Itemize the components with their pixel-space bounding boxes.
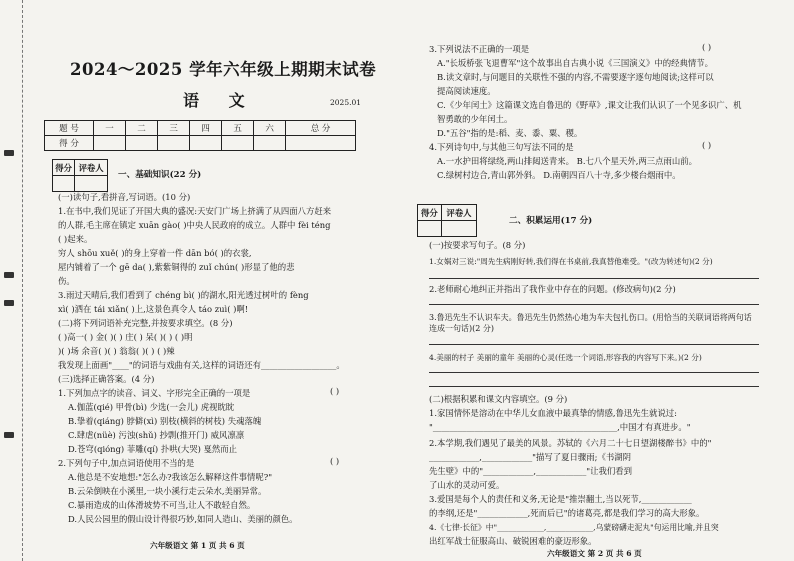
question-line: 2.老师耐心地纠正并指出了我作业中存在的问题。(修改病句)(2 分) (429, 284, 676, 294)
fill-line: 3.爱国是每个人的责任和义务,无论是"推崇翻土,当以死节,____________ (429, 494, 692, 504)
binding-strip (0, 0, 23, 561)
score-header-cell: 题 号 (45, 121, 94, 136)
answer-line[interactable] (429, 304, 759, 305)
fill-line: 4.《七律·长征》中"____________,____________,乌蒙磅礴走泥丸"句运用比喻,并且突 (429, 523, 719, 532)
question-line: 3.鲁迅先生不认识车夫。鲁迅先生仍然热心地为车夫包扎伤口。(用恰当的关联词语将两句话连成一句话)(2 分) (429, 313, 752, 333)
text-line: (一)按要求写句子。(8 分) (429, 240, 526, 250)
answer-line[interactable] (429, 372, 759, 373)
option-line: A.一水护田将绿绕,两山排闼送青来。 B.七八个星天外,两三点雨山前。 (437, 156, 698, 166)
option-line: B.读文章时,与问题目的关联性不强的内容,不需要逐字逐句地阅读;这样可以 (437, 72, 714, 82)
fill-line: 的李纲,还是"____________,死而后已"的诸葛亮,都是我们学习的高大形象。 (429, 508, 705, 518)
grader-score-label: 得分 (418, 205, 442, 221)
grader-score-label: 得分 (53, 160, 75, 176)
text-line: 的人群,毛主席在镇定 xuān gào( )中央人民政府的成立。人群中 fèi téng (58, 220, 331, 230)
text-line: ( )起来。 (58, 234, 93, 244)
fill-line: 1.家国情怀是溶动在中华儿女血液中最真挚的情感,鲁迅先生就说过: (429, 408, 677, 418)
text-line: 1.下列加点字的读音、词义、字形完全正确的一项是 (58, 388, 251, 398)
fill-line: ____________,____________"描写了夏日骤雨;《书湖阴 (429, 452, 631, 462)
text-line: (二)将下列词语补充完整,并按要求填空。(8 分) (58, 318, 233, 328)
option-line: 智勇敢的少年闰土。 (437, 114, 513, 124)
text-line: 屋内铺着了一个 gē da( ),紫紫铜得的 zuǐ chún( )形显了他的悲 (58, 262, 295, 272)
fill-line: "____________________________________________,中国才有真进步。" (429, 422, 691, 432)
grader-name-label: 评卷人 (441, 205, 476, 221)
option-line: B.挚着(qiáng) 脖僻(xì) 别枝(横斜的树枝) 失魂落魄 (68, 416, 262, 426)
page-footer: 六年级语文 第 1 页 共 6 页 (150, 541, 245, 550)
score-table-header-row (45, 121, 356, 136)
option-line: 提高阅读速度。 (437, 86, 496, 96)
option-line: D.人民公园里的假山设计得很巧妙,如同人造山、美丽的颜色。 (68, 514, 298, 524)
exam-date: 2025.01 (330, 98, 362, 107)
right-page (397, 0, 794, 561)
text-line: 1.在书中,我们见证了开国大典的盛况:天安门广场上挤满了从四面八方赶来 (58, 206, 332, 216)
option-line: C.绿树村边合,青山郭外斜。 D.南朝四百八十寺,多少楼台烟雨中。 (437, 170, 681, 180)
page-footer: 六年级语文 第 2 页 共 6 页 (547, 549, 642, 558)
fill-line: 出红军战士征服高山、破锐困难的豪迈形象。 (429, 536, 597, 546)
text-line: ( )高一( ) 金( )( ) 庄( ) 呆( )( ) ( )明 (58, 332, 193, 342)
answer-paren[interactable]: ( ) (702, 140, 712, 150)
answer-paren[interactable]: ( ) (330, 456, 340, 466)
option-line: C.肆虐(nüè) 污浊(shǔ) 抄剽(推开门) 威风凛凛 (68, 430, 245, 440)
score-header-cell: 六 (254, 121, 286, 136)
text-line: )( )场 余音( )( ) 翁翁( )( ) ( )辣 (58, 346, 175, 356)
answer-line[interactable] (429, 278, 759, 279)
answer-paren[interactable]: ( ) (702, 42, 712, 52)
binding-mark (4, 272, 14, 278)
binding-mark (4, 432, 14, 438)
grader-name-label: 评卷人 (75, 160, 108, 176)
score-row-label: 得 分 (45, 136, 94, 151)
text-line: (二)根据积累和课文内容填空。(9 分) (429, 394, 568, 404)
text-line: xì( )洒在 tái xiǎn( )上,这景色真令人 táo zuì( )啊! (58, 304, 249, 314)
text-line: (三)选择正确答案。(4 分) (58, 374, 155, 384)
score-header-cell: 二 (126, 121, 158, 136)
score-header-cell: 五 (222, 121, 254, 136)
option-line: A.伽蓝(qié) 甲骨(bì) 少选(一会儿) 虎视眈眈 (68, 402, 235, 412)
fill-line: 2.本学期,我们遇见了最美的风景。苏轼的《六月二十七日望湖楼醉书》中的" (429, 438, 712, 448)
option-line: A."长坂桥张飞退曹军"这个故事出自古典小说《三国演义》中的经典情节。 (437, 58, 714, 68)
text-line: 3.雨过天晴后,我们看到了 chéng bì( )的湖水,阳光透过树叶的 fèng (58, 290, 309, 300)
answer-line[interactable] (429, 344, 759, 345)
text-line: (一)读句子,看拼音,写词语。(10 分) (58, 192, 191, 202)
score-table (44, 120, 356, 151)
score-table-value-row (45, 136, 356, 151)
score-header-cell: 一 (94, 121, 126, 136)
grader-box (417, 204, 477, 237)
option-line: A.他总是不安地想:"怎么办?我该怎么解释这件事情呢?" (68, 472, 273, 482)
text-line: 穷人 shōu xuě( )的身上穿着一件 dān bó( )的衣裳, (58, 248, 252, 258)
score-header-cell: 总 分 (286, 121, 356, 136)
score-header-cell: 四 (190, 121, 222, 136)
grader-box (52, 159, 108, 192)
option-line: D.苍穹(qióng) 菲雕(qí) 扑哄(大哭) 戛然而止 (68, 444, 238, 454)
text-line: 4.下列诗句中,与其他三句写法不同的是 (429, 142, 574, 152)
section-2-title: 二、积累运用(17 分) (509, 216, 593, 226)
binding-mark (4, 150, 14, 156)
fill-line: 先生壁》中的"____________,____________"让我们看到 (429, 466, 632, 476)
option-line: B.云朵倒映在小溪里,一块小溪行走云朵水,美丽异常。 (68, 486, 267, 496)
binding-mark (4, 300, 14, 306)
option-line: C.暴雨造成的山体滑坡势不可当,让人不敢轻自然。 (68, 500, 256, 510)
text-line: 我发现上面画"____"的词语与戏曲有关,这样的词语还有__________________。 (58, 360, 345, 370)
subject-title: 语 文 (183, 91, 257, 110)
question-line: 1.女娲对三说:"周先生病刚好转,我们得在书桌前,我真替他难受。"(改为转述句)(2 分) (429, 257, 713, 266)
fill-line: 了山水的灵动可爱。 (429, 480, 505, 490)
text-line: 3.下列说法不正确的一项是 (429, 44, 530, 54)
exam-title: 2024～2025 学年六年级上期期末试卷 (70, 60, 377, 79)
option-line: C.《少年闰土》这篇课文选自鲁迅的《野草》,课文让我们认识了一个见多识广、机 (437, 100, 742, 110)
question-line: 4.美丽的村子 美丽的童年 美丽的心灵(任选一个词语,形容我的内容写下来。)(2 分) (429, 353, 702, 362)
section-1-title: 一、基础知识(22 分) (118, 170, 202, 180)
answer-paren[interactable]: ( ) (330, 386, 340, 396)
answer-line[interactable] (429, 386, 759, 387)
text-line: 伤。 (58, 276, 75, 286)
score-header-cell: 三 (158, 121, 190, 136)
text-line: 2.下列句子中,加点词语使用不当的是 (58, 458, 195, 468)
option-line: D."五谷"指的是:稻、麦、黍、粟、稷。 (437, 128, 583, 138)
